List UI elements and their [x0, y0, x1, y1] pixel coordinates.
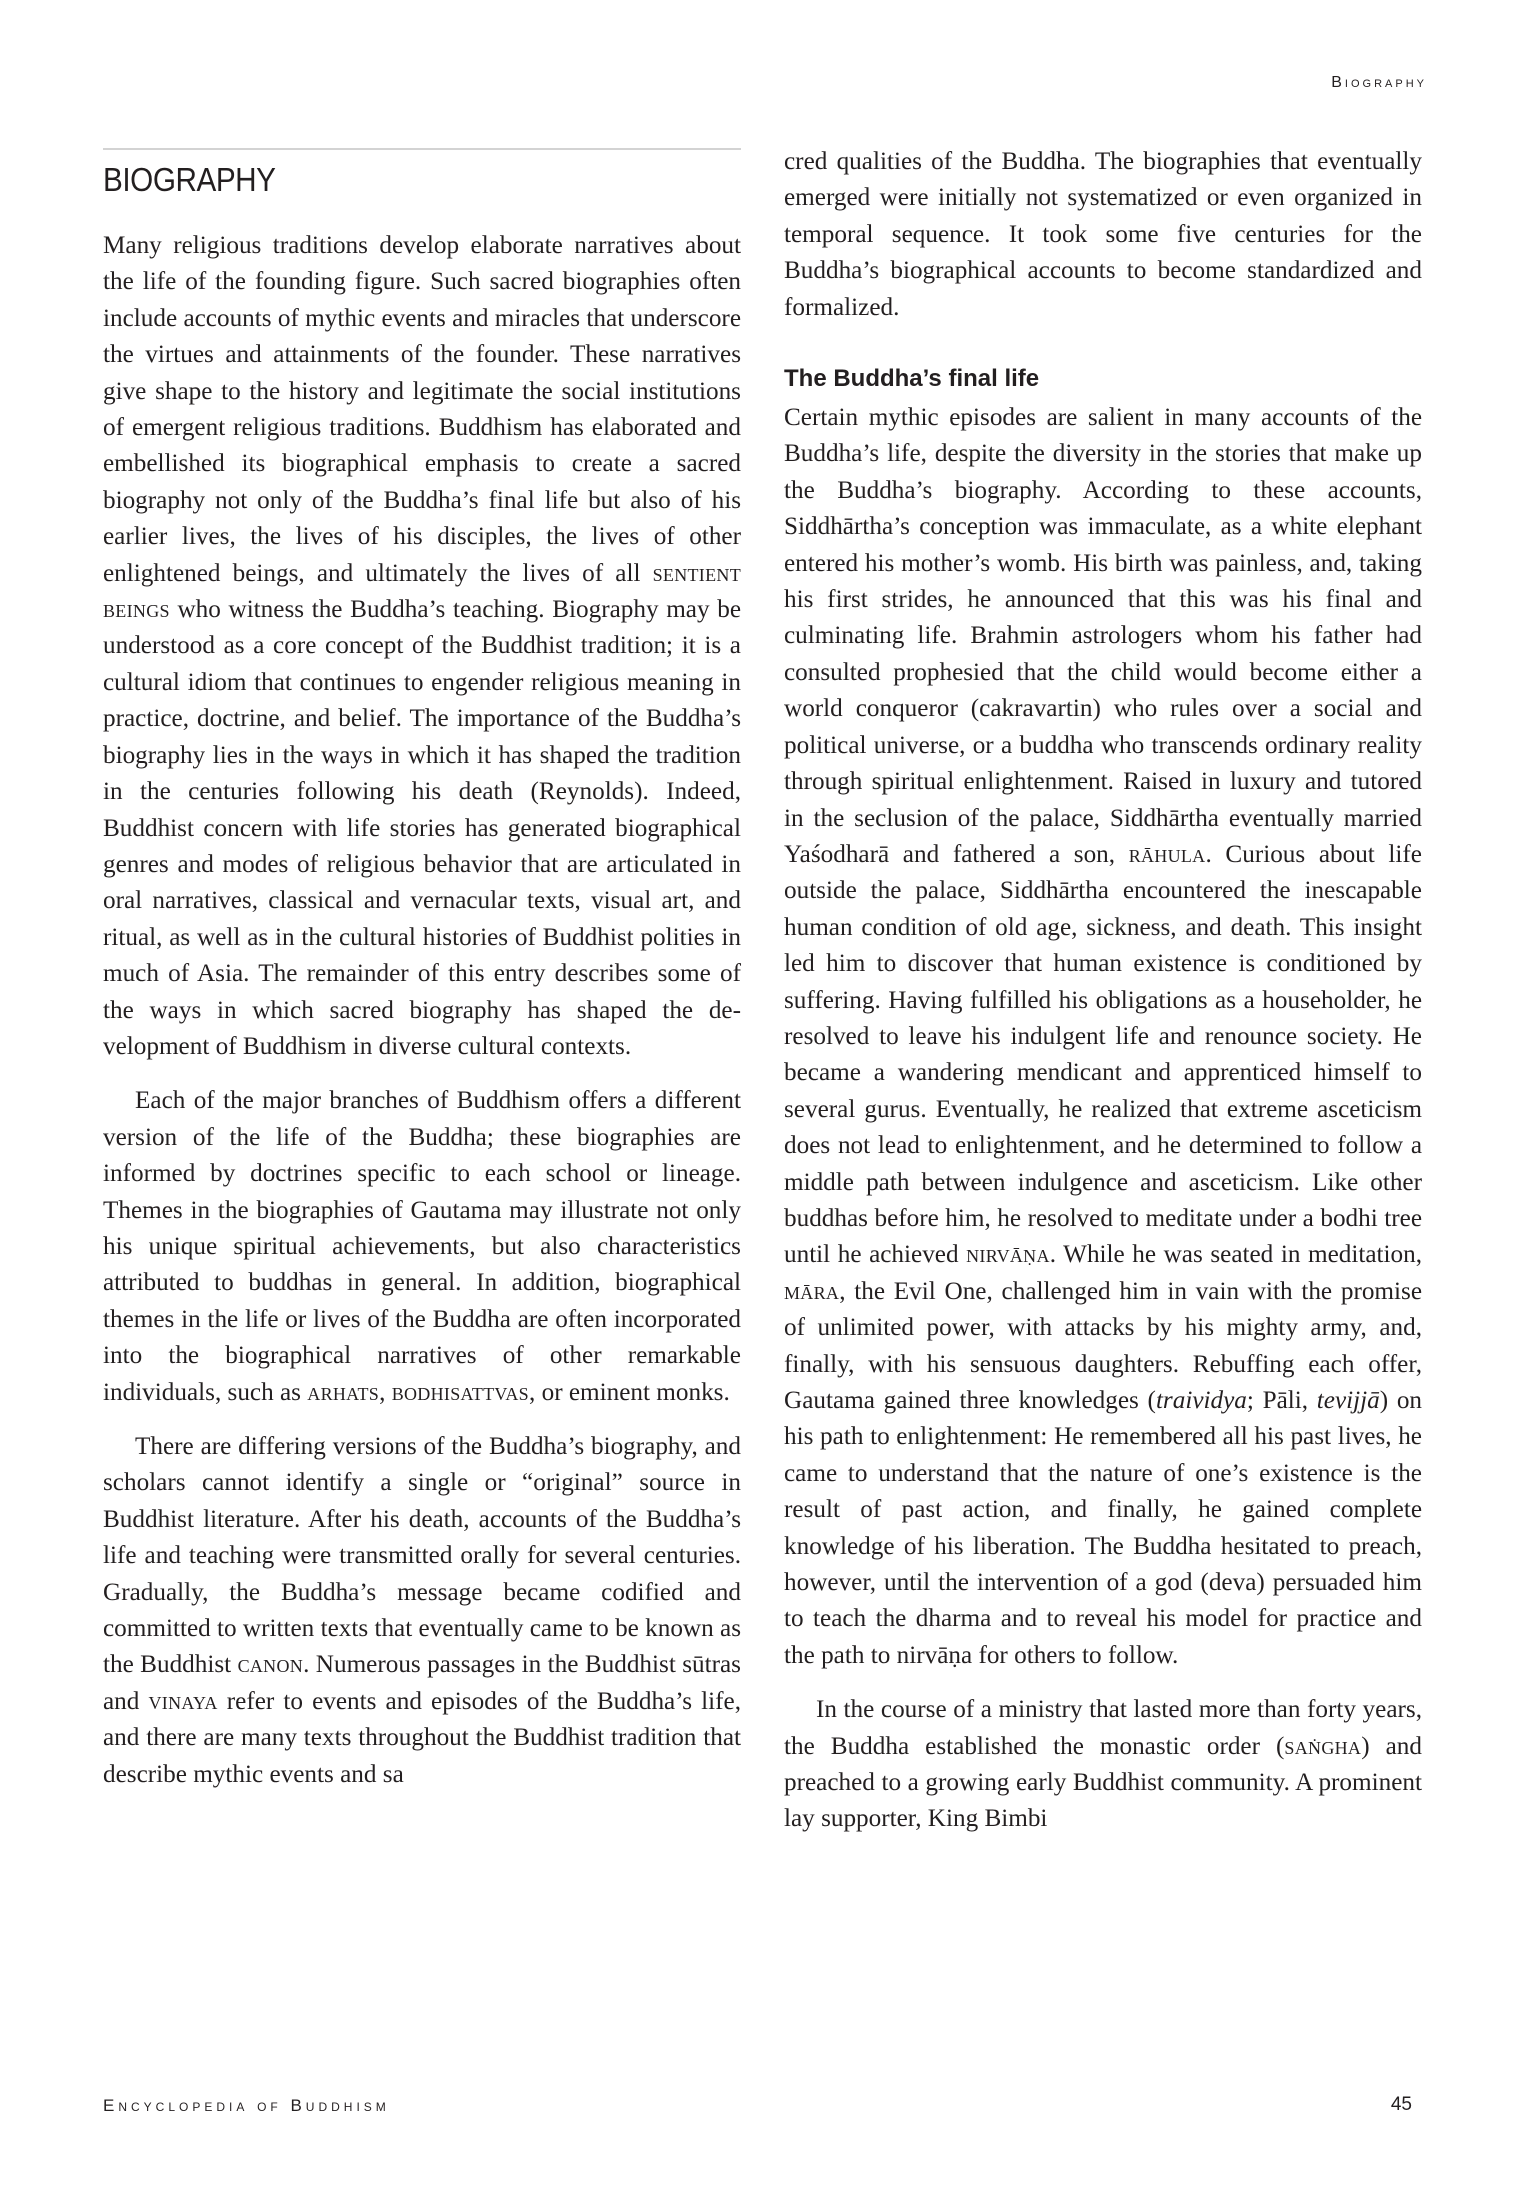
cross-reference-link: bodhisattvas — [391, 1378, 529, 1406]
paragraph: Each of the major branches of Buddhism offers a different version of the life of the Buddha; these biographies are informed by doctrines specific to each school or lineage. Themes in the biographies of Gautama may illustrate not only his unique spiritual achievements, but also characteristics attributed to buddhas in general. In addition, biographical themes in the life or lives of the Buddha are often incorporated into the biographical narratives of other remarkable individuals, such as arhats, bodhisattvas, or eminent monks. — [103, 1087, 741, 1406]
italic-term: traividya — [1155, 1387, 1247, 1414]
cross-reference-link: rāhula — [1128, 840, 1206, 868]
cross-reference-link: arhats — [307, 1378, 380, 1406]
right-column — [784, 144, 1422, 1838]
italic-term: tevijjā — [1316, 1387, 1380, 1414]
entry-title: BIOGRAPHY — [103, 161, 276, 198]
paragraph: In the course of a ministry that lasted more than forty years, the Buddha established the monastic order (saṅgha) and preached to a growing early Buddhist community. A prominent lay supporter, King Bimbi — [784, 1696, 1422, 1833]
cross-reference-link: saṅgha — [1284, 1732, 1362, 1760]
cross-reference-link: sentient beings — [103, 559, 741, 624]
paragraph: cred qualities of the Buddha. The biographies that eventually emerged were initially not systematized or even organized in temporal sequence. It took some five centuries for the Buddha’s biographical accounts to become standardized and formalized. — [784, 148, 1422, 321]
publication-title: Encyclopedia of Buddhism — [103, 2096, 390, 2115]
cross-reference-link: nirvāṇa — [966, 1241, 1050, 1269]
entry-divider — [103, 148, 741, 150]
cross-reference-link: vinaya — [148, 1687, 218, 1715]
running-head: Biography — [1331, 74, 1427, 91]
paragraph: Certain mythic episodes are salient in many accounts of the Buddha’s life, despite the diversity in the stories that make up the Buddha’s biography. According to these accounts, Siddhārtha’s conception was immaculate, as a white elephant entered his mother’s womb. His birth was painless, and, taking his first strides, he announced that this was his final and culminating life. Brahmin astrologers whom his father had consulted prophesied that the child would become either a world conqueror (cakravartin) who rules over a social and political universe, or a buddha who transcends ordinary reality through spiritual enlightenment. Raised in luxury and tutored in the seclusion of the palace, Siddhārtha eventually married Yaśodharā and fathered a son, rāhula. Curious about life outside the palace, Siddhārtha encountered the inescapable human condition of old age, sickness, and death. This insight led him to discover that human existence is conditioned by suffering. Having fulfilled his obligations as a householder, he resolved to leave his indulgent life and renounce society. He became a wandering mendicant and apprenticed himself to several gurus. Eventually, he realized that extreme asceticism does not lead to enlightenment, and he determined to follow a middle path between indulgence and asceticism. Like other buddhas before him, he resolved to meditate under a bodhi tree until he achieved nirvāṇa. While he was seated in meditation, māra, the Evil One, challenged him in vain with the promise of unlimited power, with attacks by his mighty army, and, finally, with his sensuous daughters. Rebuffing each offer, Gautama gained three knowledges (traividya; Pāli, tevijjā) on his path to enlightenment: He remembered all his past lives, he came to understand that the nature of one’s existence is the result of past action, and finally, he gained complete knowledge of his liberation. The Buddha hesitated to preach, however, until the intervention of a god (deva) persuaded him to teach the dharma and to reveal his model for practice and the path to nirvāṇa for others to follow. — [784, 404, 1423, 1669]
left-column — [103, 148, 741, 1793]
paragraph: There are differing versions of the Buddha’s biography, and scholars cannot identify a single or “original” source in Buddhist literature. After his death, accounts of the Buddha’s life and teaching were transmitted orally for several centuries. Gradually, the Buddha’s message became codified and committed to written texts that eventually came to be known as the Buddhist canon. Numerous passages in the Buddhist sūtras and vinaya refer to events and episodes of the Buddha’s life, and there are many texts throughout the Buddhist tradition that describe mythic events and sa — [103, 1433, 741, 1788]
cross-reference-link: māra — [784, 1277, 840, 1305]
paragraph: Many religious traditions develop elaborate narratives about the life of the founding figure. Such sacred biographies often include accounts of mythic events and miracles that underscore the virtues and attainments of the founder. These narratives give shape to the history and legitimate the social institutions of emergent religious traditions. Buddhism has elaborated and embellished its biographical emphasis to create a sacred biography not only of the Buddha’s final life but also of his earlier lives, the lives of his disciples, the lives of other enlightened beings, and ultimately the lives of all sentient beings who witness the Buddha’s teaching. Biography may be understood as a core concept of the Buddhist tradition; it is a cultural idiom that continues to engender religious meaning in practice, doctrine, and belief. The importance of the Buddha’s biography lies in the ways in which it has shaped the tradition in the centuries following his death (Reynolds). Indeed, Buddhist concern with life stories has generated biographical genres and modes of religious behavior that are articulated in oral narratives, classical and vernacular texts, visual art, and ritual, as well as in the cultural histories of Buddhist polities in much of Asia. The remainder of this entry describes some of the ways in which sacred biography has shaped the development of Buddhism in diverse cultural contexts. — [103, 232, 741, 1060]
cross-reference-link: canon — [237, 1651, 304, 1679]
page-number: 45 — [1390, 2094, 1412, 2115]
section-heading: The Buddha’s final life — [784, 365, 1040, 393]
